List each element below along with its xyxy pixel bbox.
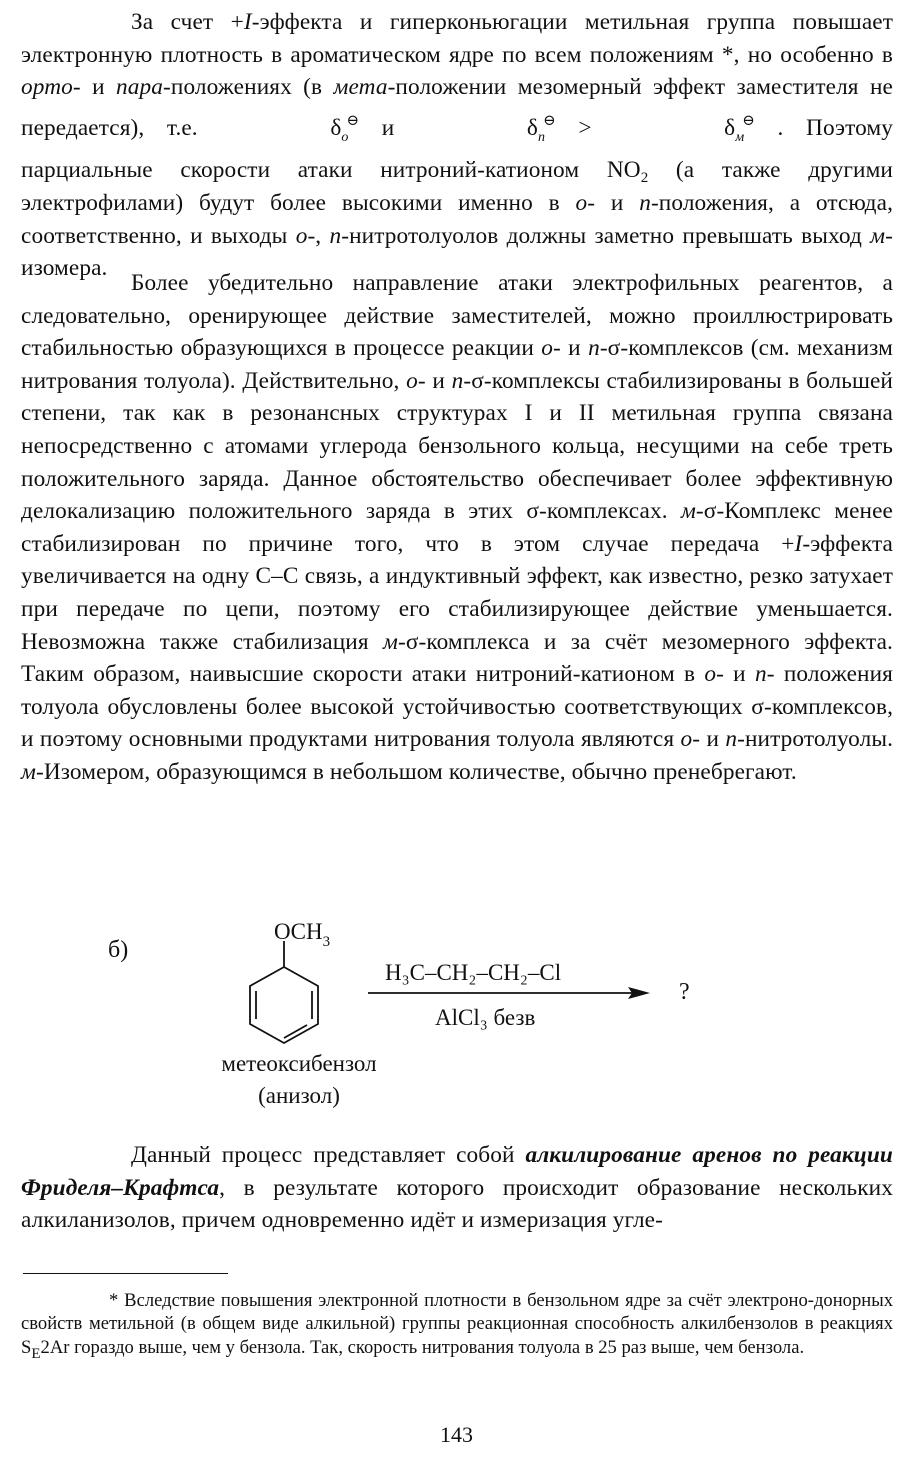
delta-symbol: δ [330,114,342,141]
italic-text: п [588,335,600,362]
catalyst-formula: AlCl₃ безв [435,1005,536,1030]
text: -σ-комплекса и за счёт мезомерного эффекта. Таким образом, наивысшие скорости атаки нитроний-катионом в [21,628,893,688]
italic-text: о [704,661,717,688]
text: - и [692,726,726,753]
text: Более убедительно направление атаки электрофильных реагентов, а следовательно, оренирующее действие заместителей, можно проиллюстрировать стабильностью образующихся в процессе реакции [21,270,893,362]
text: > [555,114,615,141]
text: - положения толуола обусловлены более высокой устойчивостью соответствующих σ-комплексов, и поэтому основными продуктами нитрования толуола являются [21,661,894,753]
text: За счет + [131,9,244,35]
compound-name: метеоксибензол [221,1051,377,1076]
text: -эффекта и гиперконьюгации метильная группа повышает электронную плотность в ароматическом ядре по всем положениям *, но особенно в [21,9,894,68]
delta-meta [614,104,755,155]
text: - и [417,367,452,394]
reaction-scheme-drawing [0,905,913,1120]
text: и [359,114,417,141]
text: -Изомером, образующимся в небольшом количестве, обычно пренебрегают. [35,758,797,785]
text: -положения, а отсюда, соответственно, и выходы [21,189,893,249]
reaction-scheme [0,905,913,1120]
delta-subscript: о [341,129,349,145]
italic-text: I [794,530,803,557]
text: -эффекта увеличивается на одну С–С связь, а индуктивный эффект, как известно, резко затухает при передаче по цепи, поэтому его стабилизирующее действие уменьшается. Невозможна также стабилизация [21,530,893,655]
italic-text: м [870,222,886,249]
italic-text: мета [333,74,388,101]
product-placeholder: ? [679,979,690,1005]
text: 2Ar гораздо выше, чем у бензола. Так, скорость нитрования толуола в 25 раз выше, чем бензола. [40,1336,805,1358]
bold-italic-text: алкилирование аренов по реакции Фриделя–Крафтса [21,1142,893,1201]
subscript: 2 [640,170,649,187]
text: -положениях (в [163,74,334,101]
substituent-label: $OCH_3$ [274,919,331,950]
paragraph-3 [21,1139,893,1237]
italic-text: п [451,367,464,394]
italic-text: м [383,628,398,655]
text: - и [587,189,640,216]
italic-text: п [725,726,738,753]
negative-charge-icon: ⊖ [543,110,556,129]
scheme-label: б) [108,937,129,963]
text: -изомера. [21,222,893,282]
text: -σ-Комплекс менее стабилизирован по причине того, что в этом случае передача + [21,498,893,557]
italic-text: п [329,222,342,249]
delta-subscript: м [735,129,745,145]
italic-text: м [21,758,36,785]
italic-text: п [639,189,651,216]
text: -положении мезомерный эффект заместителя не передается), т.е. [21,74,893,141]
text: -σ-комплексы стабилизированы в большей степени, так как в резонансных структурах I и II метильная группа связана непосредственно с атомами углерода бензольного кольца, несущими на себе треть положительного заряда. Данное обстоятельство обеспечивает более эффективную делокализацию положительного заряда в этих σ-комплексах. [21,367,894,525]
text: - и [72,74,117,101]
text: , в результате которого происходит образование нескольких алкиланизолов, причем одновременно идёт и измеризация угле- [21,1174,893,1234]
text: (а также другими электрофилами) будут более высокими именно в [21,157,893,216]
italic-text: I [243,9,252,35]
text: -σ-комплексов (см. механизм нитрования толуола). Действительно, [21,335,893,394]
footnote-divider [23,1273,228,1274]
delta-symbol: δ [526,114,538,141]
text: - и [716,661,755,688]
paragraph-2 [21,267,893,789]
text: -нитротолуолов должны заметно превышать выход [341,222,871,249]
delta-ortho [220,104,359,155]
italic-text: п [754,661,767,688]
text: - и [552,335,589,362]
italic-text: о [295,222,308,249]
reaction-arrow-icon [368,987,650,999]
italic-text: м [680,498,696,525]
italic-text: о [406,367,418,394]
italic-text: о [680,726,693,753]
benzene-ring-icon [250,941,318,1043]
reagent-formula: H₃C–CH₂–CH₂–Cl [385,960,562,985]
negative-charge-icon: ⊖ [742,110,755,129]
text: Данный процесс представляет собой [131,1142,526,1168]
italic-text: орто [21,74,73,101]
italic-text: о [575,189,588,216]
negative-charge-icon: ⊖ [346,110,360,129]
text: . Поэтому парциальные скорости атаки нитроний-катионом NO [21,114,893,184]
delta-symbol: δ [724,114,736,141]
paragraph-1 [21,6,893,285]
text: -, [307,222,330,249]
text: * Вследствие повышения электронной плотности в бензольном ядре за счёт электроно-донорных свойств метильной (в общем виде алкильной) группы реакционная способность алкилбензолов в реакциях S [21,1290,893,1358]
italic-text: о [541,335,553,362]
text: -нитротолуолы. [737,726,894,753]
delta-subscript: п [537,129,546,145]
compound-trivial-name: (анизол) [258,1083,340,1108]
italic-text: пара [116,74,164,101]
subscript: E [31,1345,41,1362]
footnote [21,1289,893,1362]
delta-para [417,104,556,155]
page-number: 143 [440,1422,473,1447]
